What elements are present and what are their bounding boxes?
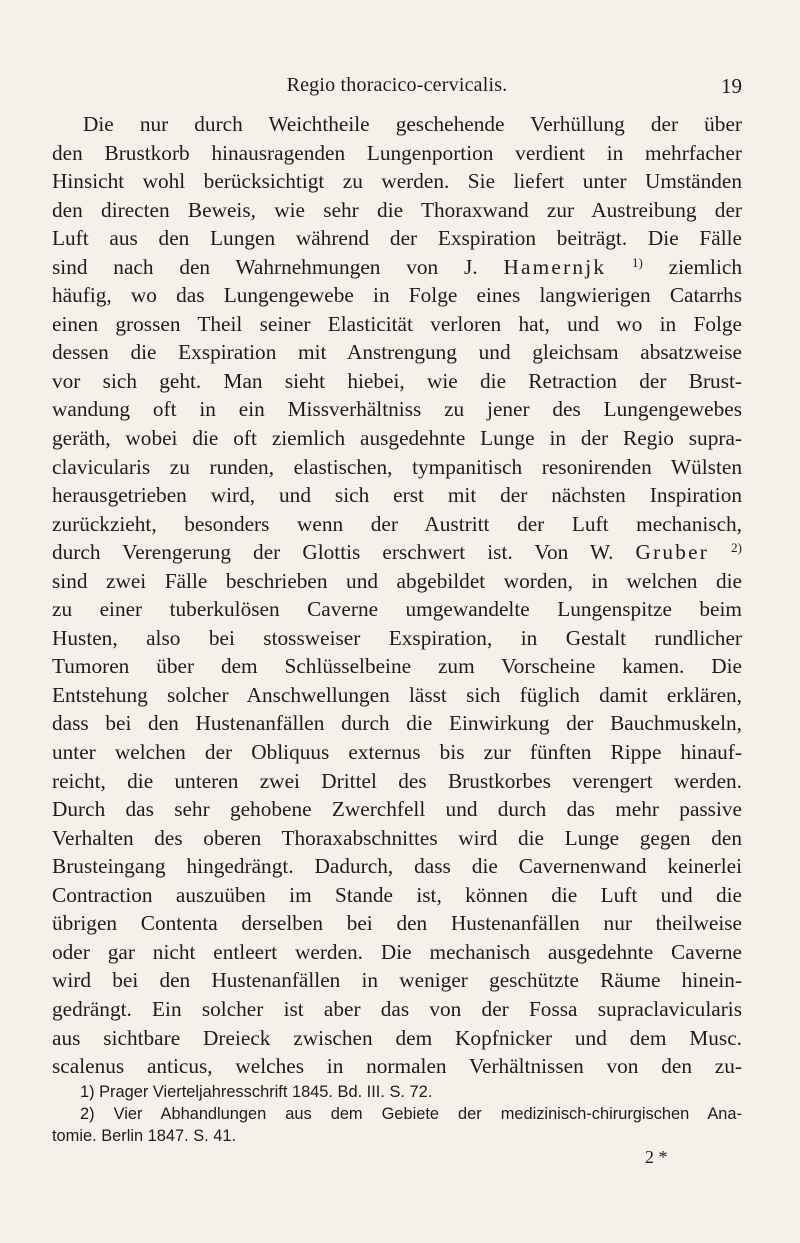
- text-line: sind zwei Fälle beschrieben und abgebildet worden, in welchen die: [52, 568, 742, 593]
- text-line: dessen die Exspiration mit Anstrengung und gleichsam absatzweise: [52, 340, 742, 365]
- text-line: clavicularis zu runden, elastischen, tympanitisch resonirenden Wülsten: [52, 454, 742, 479]
- text-line: Brusteingang hingedrängt. Dadurch, dass die Cavernenwand keinerlei: [52, 854, 742, 879]
- text-line: Die nur durch Weichtheile geschehende Verhüllung der über: [83, 112, 742, 136]
- text-line: zu einer tuberkulösen Caverne umgewandelte Lungenspitze beim: [52, 597, 742, 622]
- footnote-2: 2) Vier Abhandlungen aus dem Gebiete der medizinisch-chirurgischen Ana-: [80, 1105, 742, 1123]
- text-line: häufig, wo das Lungengewebe in Folge eines langwierigen Catarrhs: [52, 283, 742, 308]
- text-line: dass bei den Hustenanfällen durch die Einwirkung der Bauchmuskeln,: [52, 711, 742, 736]
- text-line: wandung oft in ein Missverhältniss zu jener des Lungengewebes: [52, 397, 742, 422]
- text-line: Verhalten des oberen Thoraxabschnittes wird die Lunge gegen den: [52, 825, 742, 850]
- text-line: vor sich geht. Man sieht hiebei, wie die Retraction der Brust-: [52, 368, 742, 393]
- signature-mark: 2 *: [645, 1147, 668, 1167]
- text-line: unter welchen der Obliquus externus bis zur fünften Rippe hinauf-: [52, 740, 742, 765]
- footnote-2-continued: tomie. Berlin 1847. S. 41.: [52, 1127, 237, 1145]
- text-line-with-citation: [52, 538, 742, 567]
- text-line: Entstehung solcher Anschwellungen lässt sich füglich damit erklären,: [52, 682, 742, 707]
- text-line: Contraction auszuüben im Stande ist, können die Luft und die: [52, 882, 742, 907]
- text-line: wird bei den Hustenanfällen in weniger geschützte Räume hinein-: [52, 968, 742, 993]
- footnotes: [52, 1081, 742, 1147]
- text-line-with-citation: [52, 253, 742, 282]
- running-head: [52, 74, 742, 104]
- body-text: [52, 110, 742, 1081]
- text-line: Husten, also bei stossweiser Exspiration, in Gestalt rundlicher: [52, 625, 742, 650]
- text-line: gedrängt. Ein solcher ist aber das von der Fossa supraclavicularis: [52, 996, 742, 1021]
- footnote-1: 1) Prager Vierteljahresschrift 1845. Bd. III. S. 72.: [80, 1083, 433, 1101]
- text-line: geräth, wobei die oft ziemlich ausgedehnte Lunge in der Regio supra-: [52, 426, 742, 451]
- text-segment: ziemlich: [642, 254, 742, 279]
- text-line: Luft aus den Lungen während der Exspiration beiträgt. Die Fälle: [52, 226, 742, 251]
- text-line: herausgetrieben wird, und sich erst mit der nächsten Inspiration: [52, 483, 742, 508]
- footnote-ref: 2): [731, 540, 742, 556]
- text-segment: durch Verengerung der Glottis erschwert ist. Von W.: [52, 540, 636, 565]
- text-line: einen grossen Theil seiner Elasticität verloren hat, und wo in Folge: [52, 311, 742, 336]
- text-line: den directen Beweis, wie sehr die Thoraxwand zur Austreibung der: [52, 197, 742, 222]
- footnote-ref: 1): [632, 254, 643, 270]
- text-line: Durch das sehr gehobene Zwerchfell und durch das mehr passive: [52, 797, 742, 822]
- text-line: reicht, die unteren zwei Drittel des Brustkorbes verengert werden.: [52, 768, 742, 793]
- text-line: aus sichtbare Dreieck zwischen dem Kopfnicker und dem Musc.: [52, 1025, 742, 1050]
- text-line: übrigen Contenta derselben bei den Hustenanfällen nur theilweise: [52, 911, 742, 936]
- text-line: zurückzieht, besonders wenn der Austritt der Luft mechanisch,: [52, 511, 742, 536]
- page-number: 19: [721, 74, 742, 98]
- author-name: Hamernjk: [503, 254, 607, 279]
- text-segment: sind nach den Wahrnehmungen von J.: [52, 254, 504, 279]
- running-title: Regio thoracico-cervicalis.: [286, 74, 508, 96]
- text-line: Tumoren über dem Schlüsselbeine zum Vorscheine kamen. Die: [52, 654, 742, 679]
- text-line: den Brustkorb hinausragenden Lungenportion verdient in mehrfacher: [52, 140, 742, 165]
- author-name: Gruber: [635, 540, 710, 565]
- text-line: scalenus anticus, welches in normalen Verhältnissen von den zu-: [52, 1054, 742, 1079]
- text-line: oder gar nicht entleert werden. Die mechanisch ausgedehnte Caverne: [52, 939, 742, 964]
- text-line: Hinsicht wohl berücksichtigt zu werden. Sie liefert unter Umständen: [52, 169, 742, 194]
